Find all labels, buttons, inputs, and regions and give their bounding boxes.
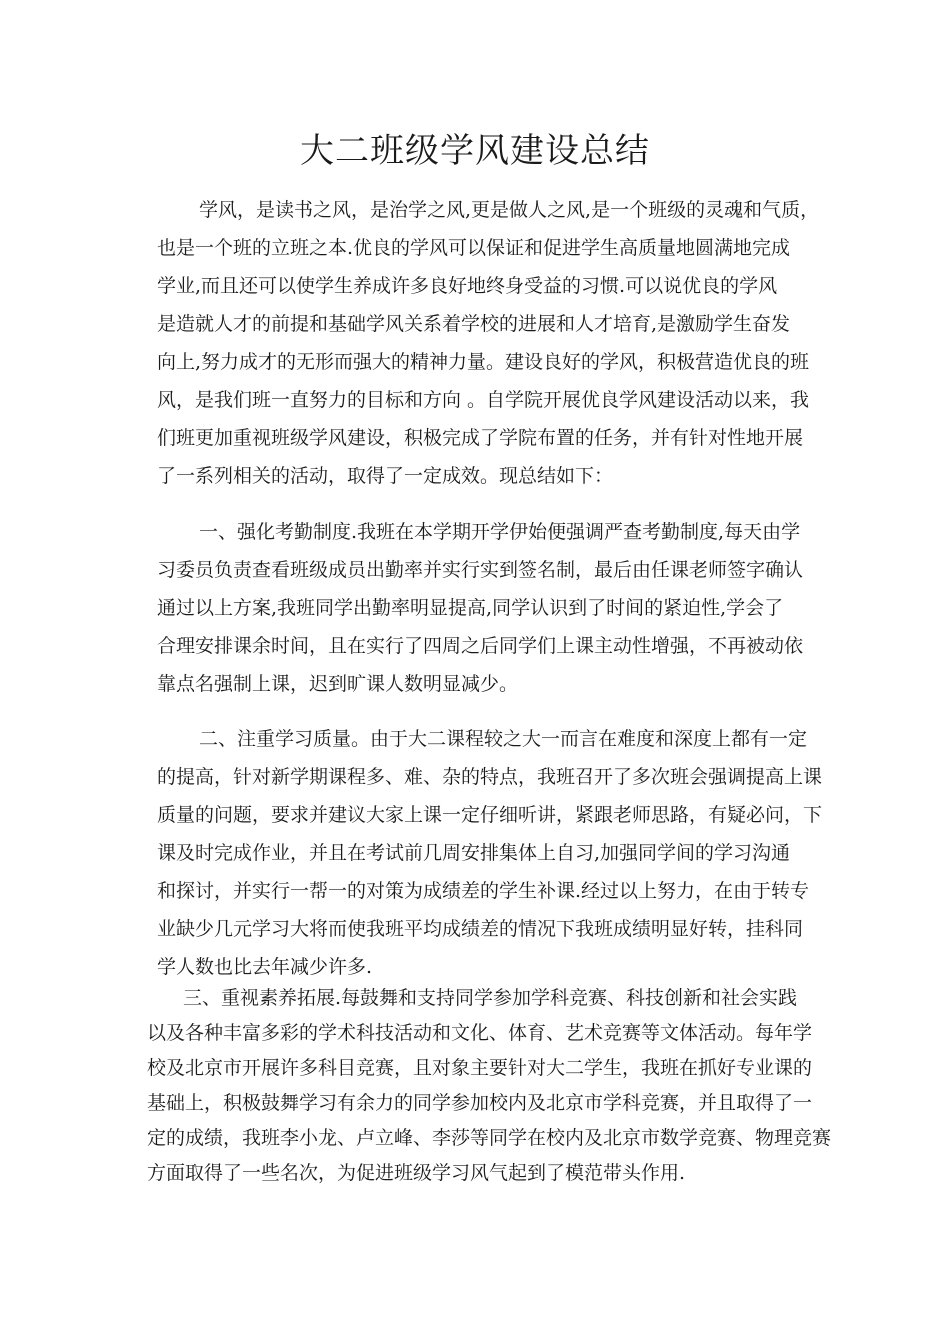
paragraph-line: 也是一个班的立班之本.优良的学风可以保证和促进学生高质量地圆满地完成: [157, 237, 791, 259]
paragraph-line: 和探讨，并实行一帮一的对策为成绩差的学生补课.经过以上努力，在由于转专: [157, 880, 810, 902]
paragraph-study-quality: [157, 720, 822, 986]
paragraph-intro: [157, 191, 819, 495]
paragraph-line: 一、强化考勤制度.我班在本学期开学伊始便强调严查考勤制度,每天由学: [199, 521, 801, 543]
paragraph-line: 业缺少几元学习大将而使我班平均成绩差的情况下我班成绩明显好转，挂科同: [157, 918, 804, 940]
paragraph-line: 的提高，针对新学期课程多、难、杂的特点，我班召开了多次班会强调提高上课: [157, 766, 823, 788]
paragraph-line: 学风，是读书之风，是治学之风,更是做人之风,是一个班级的灵魂和气质，: [199, 199, 820, 221]
paragraph-line: 靠点名强制上课，迟到旷课人数明显减少。: [157, 673, 519, 695]
paragraph-line: 方面取得了一些名次，为促进班级学习风气起到了模范带头作用.: [147, 1162, 686, 1184]
paragraph-line: 校及北京市开展许多科目竞赛，且对象主要针对大二学生，我班在抓好专业课的: [147, 1057, 813, 1079]
paragraph-line: 风，是我们班一直努力的目标和方向 。自学院开展优良学风建设活动以来，我: [157, 389, 810, 411]
paragraph-line: 二、注重学习质量。由于大二课程较之大一而言在难度和深度上都有一定: [199, 728, 808, 750]
paragraph-line: 课及时完成作业，并且在考试前几周安排集体上自习,加强同学间的学习沟通: [157, 842, 791, 864]
document-title: 大二班级学风建设总结: [300, 131, 650, 171]
paragraph-line: 以及各种丰富多彩的学术科技活动和文化、体育、艺术竞赛等文体活动。每年学: [147, 1022, 813, 1044]
paragraph-line: 通过以上方案,我班同学出勤率明显提高,同学认识到了时间的紧迫性,学会了: [157, 597, 784, 619]
paragraph-attendance: [157, 513, 803, 703]
paragraph-line: 学业,而且还可以使学生养成许多良好地终身受益的习惯.可以说优良的学风: [157, 275, 778, 297]
paragraph-line: 学人数也比去年减少许多.: [157, 956, 373, 978]
paragraph-line: 习委员负责查看班级成员出勤率并实行实到签名制，最后由任课老师签字确认: [157, 559, 804, 581]
paragraph-line: 是造就人才的前提和基础学风关系着学校的进展和人才培育,是激励学生奋发: [157, 313, 791, 335]
paragraph-line: 合理安排课余时间，且在实行了四周之后同学们上课主动性增强，不再被动依: [157, 635, 804, 657]
paragraph-line: 向上,努力成才的无形而强大的精神力量。建设良好的学风，积极营造优良的班: [157, 351, 810, 373]
paragraph-line: 定的成绩，我班李小龙、卢立峰、李莎等同学在校内及北京市数学竞赛、物理竞赛: [147, 1127, 832, 1149]
paragraph-line: 基础上，积极鼓舞学习有余力的同学参加校内及北京市学科竞赛，并且取得了一: [147, 1092, 813, 1114]
paragraph-line: 三、重视素养拓展.每鼓舞和支持同学参加学科竞赛、科技创新和社会实践: [183, 987, 798, 1009]
paragraph-quality-expansion: [147, 981, 831, 1191]
paragraph-line: 质量的问题，要求并建议大家上课一定仔细听讲，紧跟老师思路，有疑必问，下: [157, 804, 823, 826]
paragraph-line: 了一系列相关的活动，取得了一定成效。现总结如下：: [157, 465, 614, 487]
paragraph-line: 们班更加重视班级学风建设，积极完成了学院布置的任务，并有针对性地开展: [157, 427, 804, 449]
